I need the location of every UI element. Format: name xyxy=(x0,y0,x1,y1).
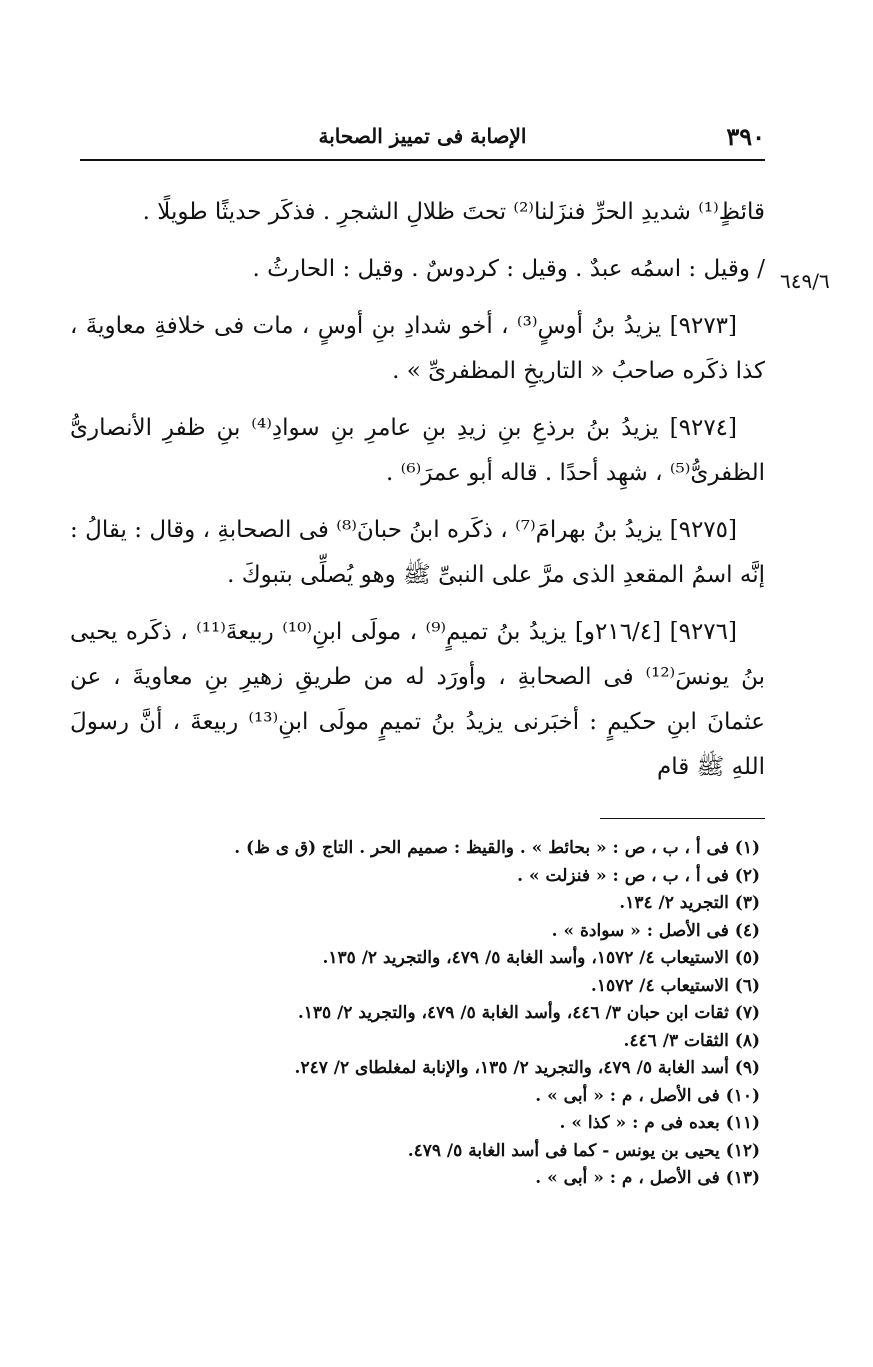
footnote-5: (٥) الاستيعاب ٤/ ١٥٧٢، وأسد الغابة ٥/ ٤٧٩، والتجريد ٢/ ١٣٥. xyxy=(322,948,760,968)
page-number: ٣٩٠ xyxy=(726,122,765,151)
paragraph-alt-names: / وقيل : اسمُه عبدٌ . وقيل : كردوسٌ . وقيل : الحارثُ . xyxy=(252,256,765,282)
footnote-1: (١) فى أ ، ب ، ص : « بحائط » . والقيظ : صميم الحر . التاج (ق ى ظ) . xyxy=(234,838,760,858)
entry-9275: [٩٢٧٥] يزيدُ بنُ بهرامَ⁽⁷⁾ ، ذكَره ابنُ حبانَ⁽⁸⁾ فى الصحابةِ ، وقال : يقالُ : إنَّه اسمُ المقعدِ الذى مرَّ على النبىِّ ﷺ وهو يُصلِّى بتبوكَ . xyxy=(70,517,765,588)
margin-reference: ٦٤٩/٦ xyxy=(780,269,830,293)
running-title: الإصابة فى تمييز الصحابة xyxy=(318,124,527,148)
footnote-13: (١٣) فى الأصل ، م : « أبى » . xyxy=(535,1168,760,1188)
footnote-4: (٤) فى الأصل : « سوادة » . xyxy=(551,920,760,941)
footnote-rule xyxy=(600,818,765,819)
entry-9274: [٩٢٧٤] يزيدُ بنُ برذعِ بنِ زيدِ بنِ عامرِ بنِ سوادِ⁽⁴⁾ بنِ ظفرِ الأنصارىُّ الظفرىُّ⁽⁵⁾ ، شهِد أحدًا . قاله أبو عمرَ⁽⁶⁾ . xyxy=(70,415,765,486)
footnote-7: (٧) ثقات ابن حبان ٣/ ٤٤٦، وأسد الغابة ٥/ ٤٧٩، والتجريد ٢/ ١٣٥. xyxy=(297,1003,760,1023)
page-header xyxy=(80,118,765,158)
entry-9273: [٩٢٧٣] يزيدُ بنُ أوسٍ⁽³⁾ ، أخو شدادِ بنِ أوسٍ ، مات فى خلافةِ معاويةَ ، كذا ذكَره صاحبُ « التاريخِ المظفرىِّ » . xyxy=(70,313,765,384)
footnote-11: (١١) بعده فى م : « كذا » . xyxy=(559,1113,760,1133)
footnote-10: (١٠) فى الأصل ، م : « أبى » . xyxy=(535,1085,760,1106)
entry-9276: [٩٢٧٦] [٢١٦/٤و] يزيدُ بنُ تميمٍ⁽⁹⁾ ، مولَى ابنِ⁽¹⁰⁾ ربيعةَ⁽¹¹⁾ ، ذكَره يحيى بنُ يونسَ⁽¹²⁾ فى الصحابةِ ، وأورَد له من طريقِ زهيرِ بنِ معاويةَ ، عن عثمانَ ابنِ حكيمٍ : أخبَرنى يزيدُ بنُ تميمٍ مولَى ابنِ⁽¹³⁾ ربيعةَ ، أنَّ رسولَ اللهِ ﷺ قام xyxy=(70,619,765,780)
paragraph-continuation: قائظٍ⁽¹⁾ شديدِ الحرِّ فنزَلنا⁽²⁾ تحتَ ظلالِ الشجرِ . فذكَر حديثًا طويلًا . xyxy=(142,199,765,225)
footnotes xyxy=(220,835,760,1193)
footnote-2: (٢) فى أ ، ب ، ص : « فنزلت » . xyxy=(517,865,760,886)
footnote-8: (٨) الثقات ٣/ ٤٤٦. xyxy=(623,1030,760,1051)
header-rule xyxy=(80,159,765,161)
main-text xyxy=(70,190,765,802)
footnote-3: (٣) التجريد ٢/ ١٣٤. xyxy=(619,893,760,913)
footnote-6: (٦) الاستيعاب ٤/ ١٥٧٢. xyxy=(590,975,760,996)
footnote-12: (١٢) يحيى بن يونس - كما فى أسد الغابة ٥/ ٤٧٩. xyxy=(407,1140,760,1161)
footnote-9: (٩) أسد الغابة ٥/ ٤٧٩، والتجريد ٢/ ١٣٥، والإنابة لمغلطاى ٢/ ٢٤٧. xyxy=(294,1058,760,1078)
